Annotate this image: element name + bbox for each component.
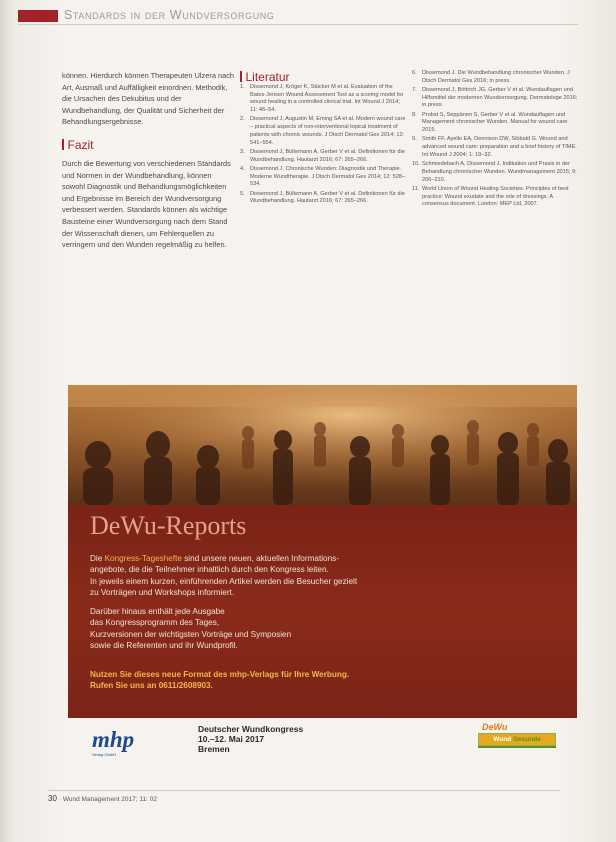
dewu-logo [478, 722, 560, 756]
journal-citation: · Wund Management 2017; 11: 02 [58, 796, 157, 803]
ad-highlight: Kongress-Tageshefte [104, 554, 182, 563]
reference-text: Dissemond J, Bültemann A, Gerber V et al. Definitionen für die Wundbehandlung. Hautarzt 2016; 67: 265–266. [250, 190, 405, 205]
footer-divider [48, 790, 560, 791]
ad-call-to-action [90, 669, 560, 692]
reference-number: 4. [240, 165, 245, 172]
reference-number: 10. [412, 161, 420, 168]
dewu-logo-word: Wund [493, 736, 512, 743]
ad-title: DeWu-Reports [90, 511, 247, 540]
ad-cta-line: Nutzen Sie dieses neue Format des mhp-Verlags für Ihre Werbung. [90, 670, 350, 679]
ad-line: Kurzversionen der wichtigsten Vorträge und Symposien [90, 629, 292, 639]
mhp-logo-subtitle: Verlag GmbH [92, 752, 117, 757]
reference-number: 11. [412, 185, 420, 192]
ad-line: sowie die Referenten und ihr Wundprofil. [90, 641, 238, 651]
mhp-logo [92, 728, 154, 756]
reference-text: Dissemond J. Die Wundbehandlung chronischer Wunden. J Dtsch Dermatol Ges 2016; in press. [422, 70, 570, 84]
reference-text: Dissemond J, Böttrich JG, Gerber V et al. Wundauflagen und Hilfsmittel der modernen Wundversorgung. Dermatologe 2016; in press. [422, 87, 578, 109]
literatur-heading-text: Literatur [245, 70, 290, 84]
reference-item [412, 136, 580, 159]
reference-item [412, 161, 580, 184]
congress-info [198, 724, 303, 755]
reference-item [240, 166, 406, 189]
reference-item [240, 116, 406, 147]
reference-text: Dissemond J, Bültemann A, Gerber V et al. Definitionen für die Wundbehandlung. Hautarzt 2016; 67: 265–266. [250, 148, 405, 163]
dewu-logo-word: Gesunde [512, 736, 541, 743]
ad-line: In jeweils einem kurzen, einführenden Artikel werden die Besucher gezielt [90, 576, 358, 586]
reference-item [412, 186, 580, 209]
intro-paragraph: können. Hierdurch können Therapeuten Ulzera nach Art, Ausmaß und Auffälligkeit einordnen. Methodik, die Ursachen des Dekubitus und der Wundbehandlung, der Qualität und Sicherheit der Behandlungsergebnisse. [62, 71, 235, 127]
crowd-photo [68, 385, 577, 505]
left-column [62, 70, 234, 257]
heading-bar-icon [240, 71, 242, 82]
reference-item [240, 191, 406, 206]
dewu-reports-ad [68, 385, 577, 718]
reference-number: 9. [412, 136, 417, 143]
page-footer [48, 794, 157, 803]
running-header: Standards in der Wundversorgung [64, 8, 275, 22]
crowd-illustration [68, 385, 577, 505]
reference-text: Dissemond J, Augustin M, Eming SA et al. Modern wound care – practical aspects of non-interventional topical treatment of patients with chronic wounds. J Dtsch Dermatol Ges 2014; 12: 541–554. [250, 116, 406, 146]
mhp-logo-text: mhp [92, 727, 135, 752]
reference-item [412, 87, 580, 110]
references-middle [240, 84, 406, 208]
ad-text: sind unsere neuen, aktuellen Informations- [181, 554, 339, 563]
reference-text: Smith FF, Ayello EA, Dennison DW, Sibbald G. Wound and advanced wound care: preparation and a brief history of TIME. Int Wound J 2004; 1: 19–32. [422, 136, 577, 158]
congress-name: Deutscher Wundkongress [198, 724, 304, 734]
ad-text-panel [68, 505, 577, 718]
heading-bar-icon [62, 139, 64, 150]
reference-text: World Union of Wound Healing Societies. Principles of best practice: Wound exudate and the role of dressings. A consensus document. London: MEP Ltd, 2007. [422, 185, 569, 208]
reference-number: 5. [240, 190, 245, 197]
fazit-paragraph: Durch die Bewertung von verschiedenen Standards und Normen in der Wundbehandlung, können sowohl Diagnostik und Behandlungsmöglichkeiten und Ergebnisse im Bereich der Wundversorgung verbessert werden. Standards können als wichtige Bausteine einer Wundversorgung nach dem Stand der Wissenschaft dienen, um Fehlerquellen zu verringern und den Wunden regelmäßig zu helfen. [62, 158, 231, 250]
reference-number: 8. [412, 111, 417, 118]
ad-line: angebote, die die Teilnehmer inhaltlich durch den Kongress leiten. [90, 565, 329, 575]
ad-line: Darüber hinaus enthält jede Ausgabe [90, 607, 225, 617]
reference-item [240, 149, 406, 164]
reference-number: 1. [240, 84, 245, 90]
reference-number: 2. [240, 116, 245, 123]
reference-text: Dissemond J, Kröger K, Stücker M et al. Evaluation of the Bates-Jensen Wound Assessment Tool as a scoring model for wound healing in a controlled clinical trial. Int Wound J 2014; 11: 46–54. [250, 84, 404, 114]
reference-text: Probst S, Seppänen S, Gerber V et al. Wundauflagen und Management chronischer Wunden. Manual for wound care 2015. [422, 111, 568, 134]
reference-item [412, 112, 580, 135]
congress-dates: 10.–12. Mai 2017 [198, 734, 265, 745]
dewu-logo-top: DeWu [482, 722, 508, 732]
reference-number: 7. [412, 87, 417, 93]
dewu-logo-box [478, 733, 556, 746]
reference-text: Schmiedebach A, Dissemond J. Indikation und Praxis in der Behandlung chronischer Wunden. Wundmanagement 2015; 9: 206–210. [422, 161, 577, 183]
ad-body [90, 553, 560, 651]
page-number: 30 [48, 794, 57, 803]
reference-item [240, 84, 406, 115]
references-right [412, 70, 580, 211]
reference-text: Dissemond J. Chronische Wunden: Diagnostik und Therapie. Moderne Wundtherapie. J Dtsch Dermatol Ges 2014; 12: 528–534. [250, 165, 406, 188]
fazit-heading-text: Fazit [67, 137, 94, 152]
ad-line: zu Vorträgen und Workshops informiert. [90, 587, 235, 597]
reference-number: 6. [412, 70, 417, 76]
header-divider [18, 24, 578, 25]
ad-text: Die [90, 554, 105, 563]
ad-spacer [90, 598, 560, 606]
header-accent-bar [18, 10, 58, 22]
dewu-logo-strip [478, 746, 556, 748]
ad-line: das Kongressprogramm des Tages, [90, 618, 220, 628]
ad-cta-line: Rufen Sie uns an 0611/2608903. [90, 681, 213, 691]
reference-number: 3. [240, 148, 245, 155]
ad-line [90, 553, 560, 564]
literatur-heading [240, 70, 290, 84]
reference-item [412, 70, 580, 85]
fazit-heading [62, 138, 234, 152]
congress-city: Bremen [198, 744, 230, 755]
